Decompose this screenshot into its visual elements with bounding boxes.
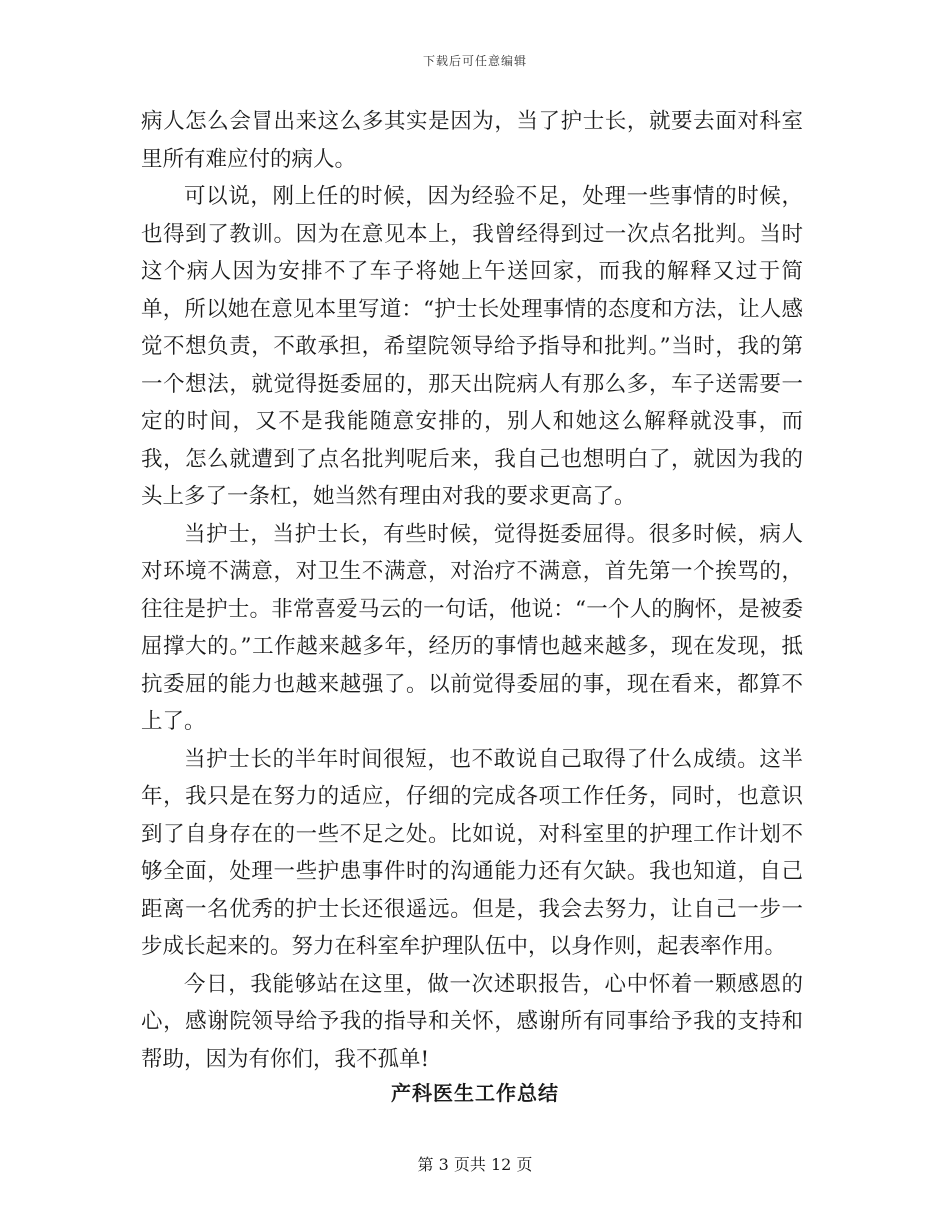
page-header: 下载后可任意编辑 <box>422 54 527 68</box>
section-title: 产科医生工作总结 <box>391 1081 559 1105</box>
paragraph-1: 病人怎么会冒出来这么多其实是因为，当了护士长，就要去面对科室里所有难应付的病人。 <box>141 109 803 172</box>
paragraph-2: 可以说，刚上任的时候，因为经验不足，处理一些事情的时候，也得到了教训。因为在意见本上，我曾经得到过一次点名批判。当时这个病人因为安排不了车子将她上午送回家，而我的解释又过于简单，所以她在意见本里写道：“护士长处理事情的态度和方法，让人感觉不想负责，不敢承担，希望院领导给予指导和批判。”当时，我的第一个想法，就觉得挺委屈的，那天出院病人有那么多，车子送需要一定的时间，又不是我能随意安排的，别人和她这么解释就没事，而我，怎么就遭到了点名批判呢后来，我自己也想明白了，就因为我的头上多了一条杠，她当然有理由对我的要求更高了。 <box>141 184 803 509</box>
body-text <box>141 103 803 1078</box>
page-footer: 第 3 页共 12 页 <box>417 1155 533 1174</box>
paragraph-3: 当护士，当护士长，有些时候，觉得挺委屈得。很多时候，病人对环境不满意，对卫生不满意，对治疗不满意，首先第一个挨骂的，往往是护士。非常喜爱马云的一句话，他说：“一个人的胸怀，是被委屈撑大的。”工作越来越多年，经历的事情也越来越多，现在发现，抵抗委屈的能力也越来越强了。以前觉得委屈的事，现在看来，都算不上了。 <box>141 521 803 734</box>
paragraph-5: 今日，我能够站在这里，做一次述职报告，心中怀着一颗感恩的心，感谢院领导给予我的指导和关怀，感谢所有同事给予我的支持和帮助，因为有你们，我不孤单! <box>141 971 803 1072</box>
paragraph-4: 当护士长的半年时间很短，也不敢说自己取得了什么成绩。这半年，我只是在努力的适应，仔细的完成各项工作任务，同时，也意识到了自身存在的一些不足之处。比如说，对科室里的护理工作计划不够全面，处理一些护患事件时的沟通能力还有欠缺。我也知道，自己距离一名优秀的护士长还很遥远。但是，我会去努力，让自己一步一步成长起来的。努力在科室牟护理队伍中，以身作则，起表率作用。 <box>141 746 803 959</box>
